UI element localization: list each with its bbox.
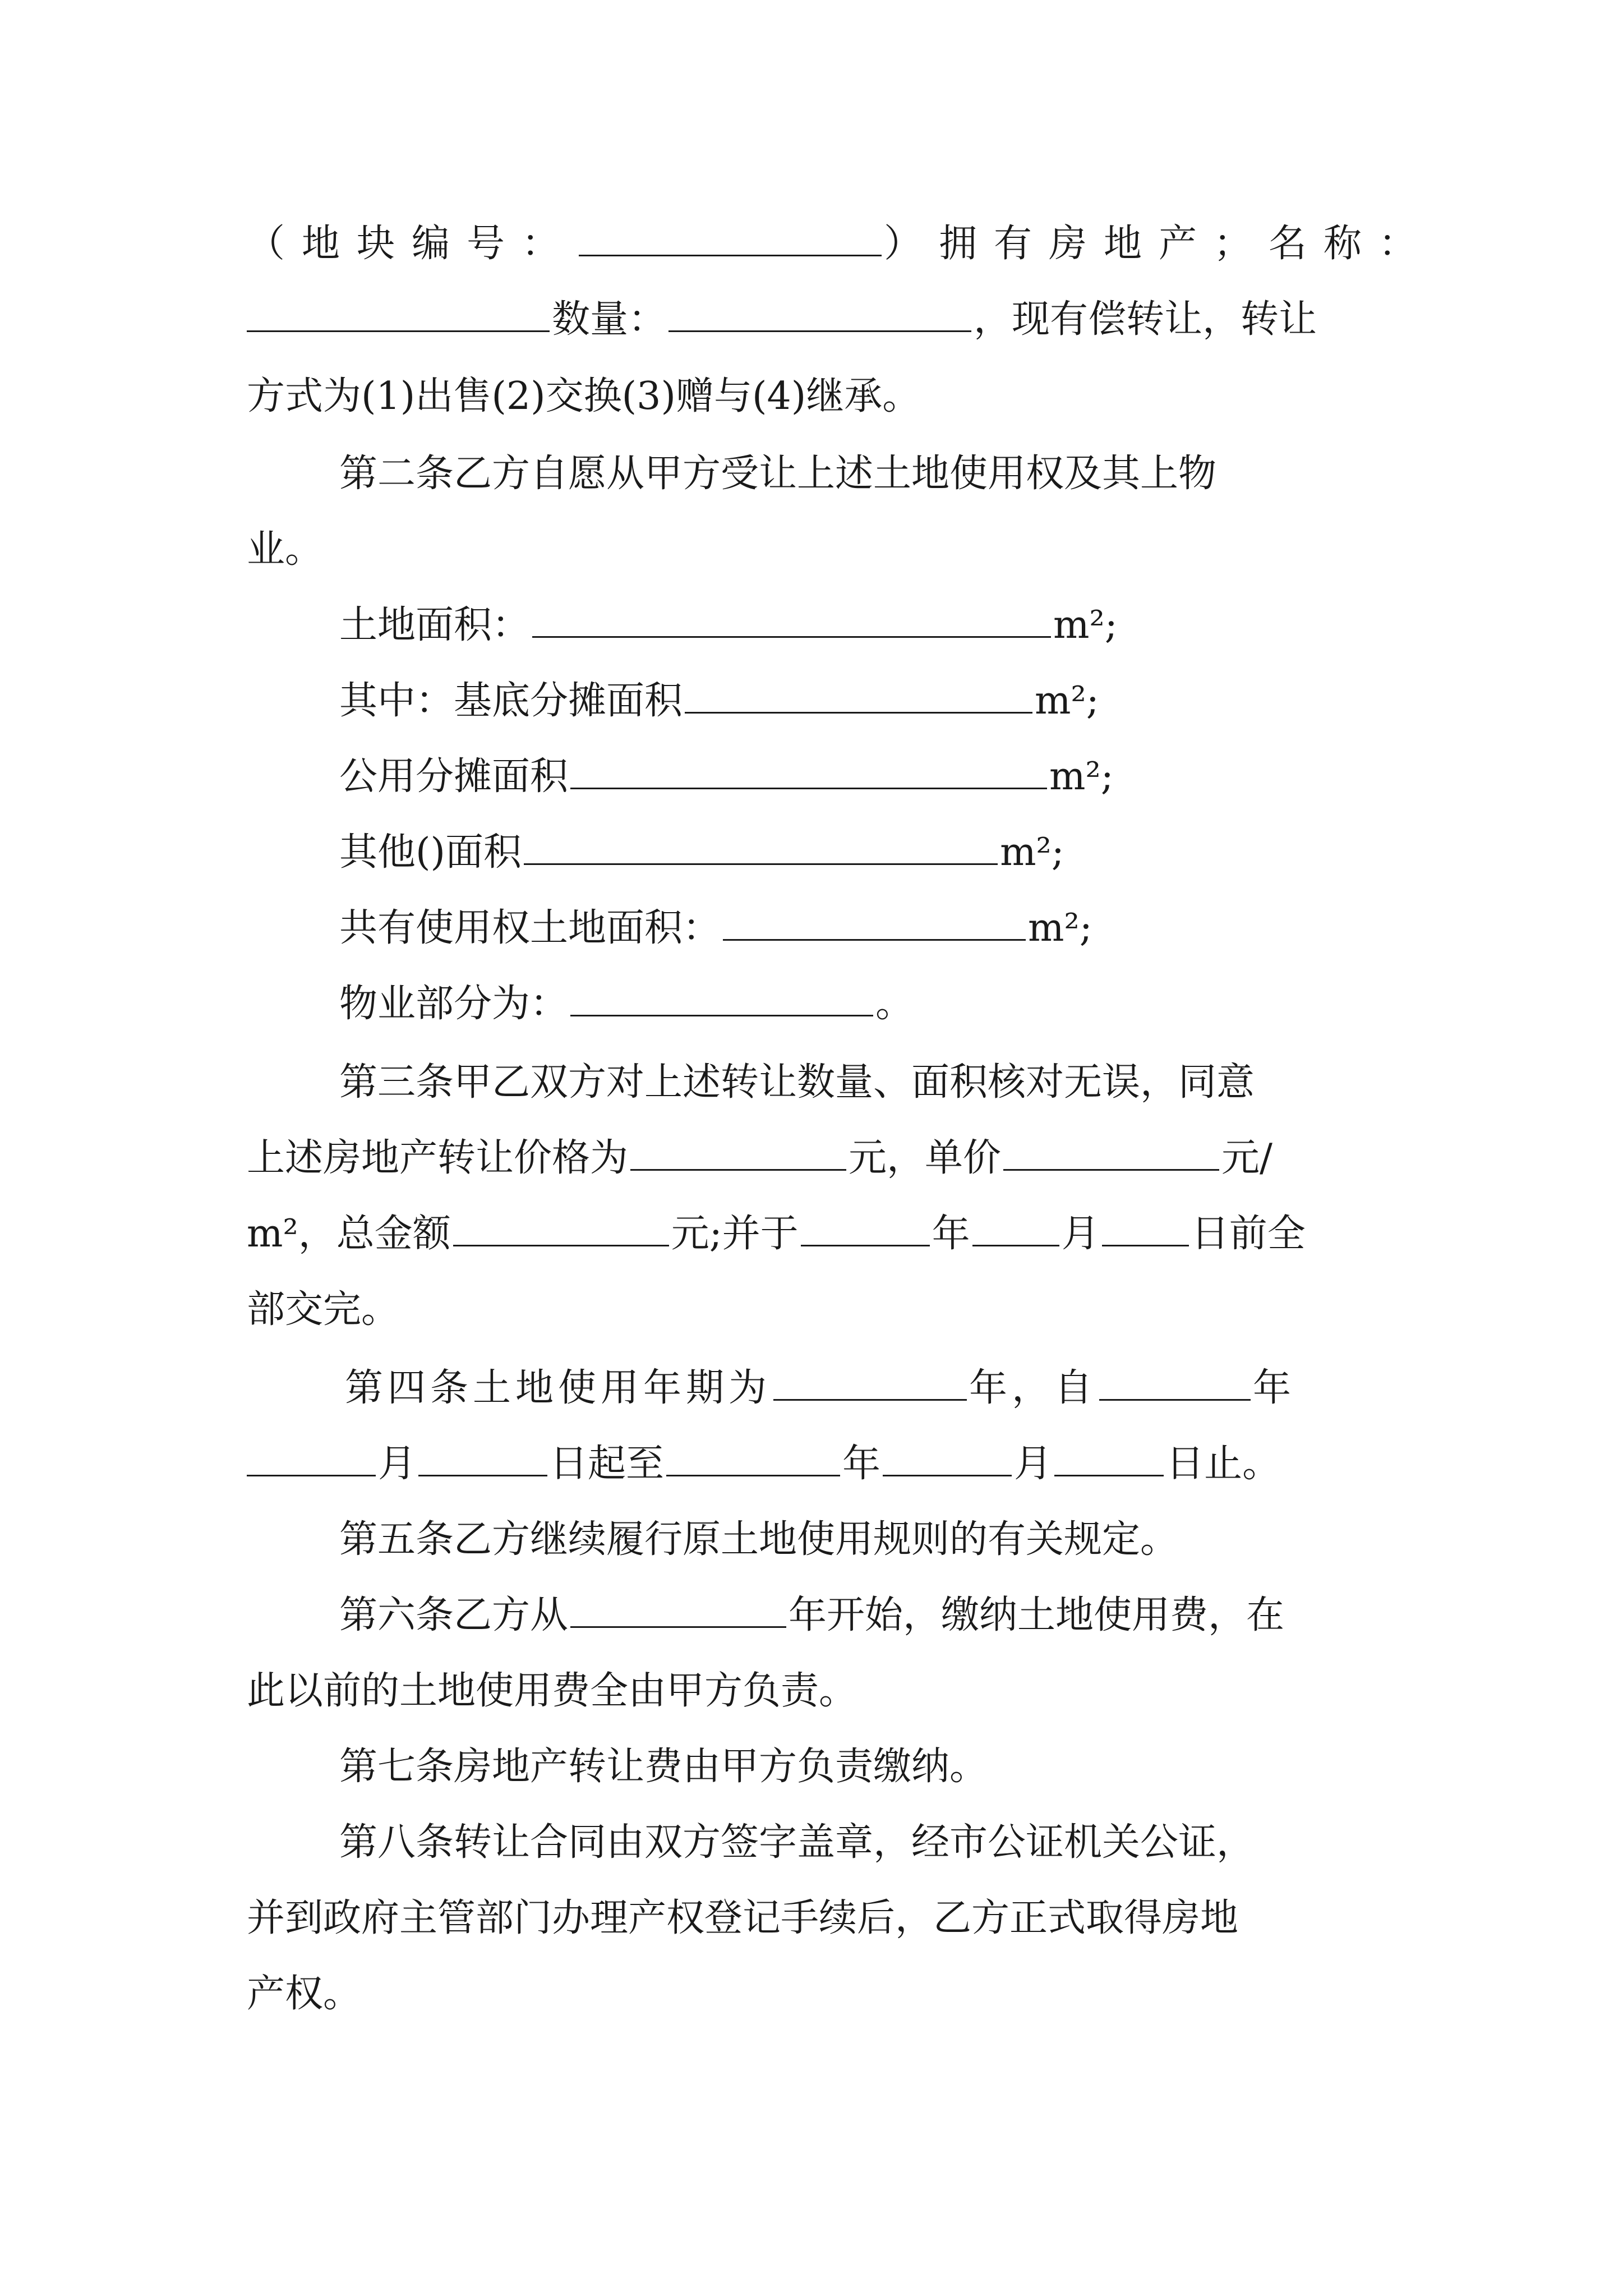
day-label: 日止。	[1166, 1442, 1281, 1486]
unit-price-blank	[1003, 1128, 1219, 1171]
unit-m2: m²;	[1049, 754, 1114, 799]
unit-m2: m²;	[1000, 830, 1064, 875]
to-day-blank	[1054, 1433, 1164, 1476]
clause8-line3: 产权。	[247, 1972, 362, 2016]
clause6-line2: 此以前的土地使用费全由甲方负责。	[247, 1669, 857, 1713]
base-area-blank	[685, 670, 1032, 714]
from-day-blank	[418, 1433, 547, 1476]
transfer-methods: 方式为(1)出售(2)交换(3)赠与(4)继承。	[247, 374, 921, 418]
day-label: 日前全	[1191, 1212, 1306, 1256]
land-area-label: 土地面积：	[339, 603, 531, 647]
unit-m2: m²;	[1053, 603, 1118, 647]
fee-start-label: 第六条乙方从	[339, 1593, 569, 1637]
to-month-blank	[883, 1433, 1012, 1476]
fee-start-text: 年开始，缴纳土地使用费，在	[789, 1593, 1285, 1637]
clause1-line1	[247, 213, 1433, 275]
unit-price-label: 元，单价	[849, 1136, 1002, 1180]
base-area-label: 其中：基底分摊面积	[339, 679, 683, 723]
clause5: 第五条乙方继续履行原土地使用规则的有关规定。	[339, 1517, 1179, 1562]
total-label: m²，总金额	[247, 1212, 451, 1256]
clause4-line2	[247, 1433, 1280, 1495]
total-blank	[453, 1203, 669, 1246]
base-area-line	[339, 670, 1099, 732]
property-name-label: ）拥有房地产；名称：	[884, 222, 1434, 266]
year-label: 年	[842, 1442, 881, 1486]
pay-day-blank	[1102, 1203, 1189, 1246]
unit-m2: m²;	[1028, 906, 1092, 950]
month-label: 月	[1014, 1442, 1053, 1486]
clause3-line4: 部交完。	[247, 1287, 400, 1332]
month-label: 月	[1061, 1212, 1100, 1256]
pay-month-blank	[972, 1203, 1059, 1246]
price-label: 上述房地产转让价格为	[247, 1136, 629, 1180]
land-area-blank	[532, 595, 1051, 638]
other-area-line	[339, 822, 1064, 884]
clause7: 第七条房地产转让费由甲方负责缴纳。	[339, 1745, 988, 1789]
price-blank	[630, 1128, 846, 1171]
clause8-line2: 并到政府主管部门办理产权登记手续后，乙方正式取得房地	[247, 1896, 1239, 1940]
period-mark: 。	[875, 982, 914, 1026]
shared-area-line	[339, 898, 1092, 959]
until-label: 日起至	[550, 1442, 665, 1486]
month-label: 月	[378, 1442, 417, 1486]
unit-m2: m²;	[1035, 679, 1099, 723]
public-area-line	[339, 746, 1114, 808]
clause1-line2	[247, 289, 1317, 351]
property-part-blank	[570, 973, 873, 1016]
clause8-line1: 第八条转让合同由双方签字盖章，经市公证机关公证，	[339, 1820, 1255, 1865]
from-year-blank	[1099, 1358, 1251, 1401]
clause2-line1: 第二条乙方自愿从甲方受让上述土地使用权及其上物	[339, 452, 1217, 496]
property-name-blank	[247, 289, 550, 332]
unit-price-unit: 元/	[1221, 1136, 1272, 1180]
transfer-text: ，现有偿转让，转让	[974, 297, 1317, 342]
other-area-label: 其他()面积	[339, 830, 522, 875]
fee-start-year-blank	[570, 1585, 786, 1628]
pay-year-blank	[801, 1203, 930, 1246]
clause3-line2	[247, 1128, 1272, 1189]
public-area-blank	[570, 746, 1047, 789]
property-part-label: 物业部分为：	[339, 982, 569, 1026]
clause3-line3	[247, 1203, 1306, 1265]
term-label: 第四条土地使用年期为	[345, 1366, 772, 1410]
parcel-number-blank	[579, 213, 882, 256]
term-blank	[773, 1358, 967, 1401]
from-month-blank	[247, 1433, 376, 1476]
land-area-line	[339, 595, 1118, 656]
shared-area-blank	[723, 898, 1026, 941]
from-label: 年，自	[969, 1366, 1098, 1410]
shared-area-label: 共有使用权土地面积：	[339, 906, 721, 950]
year-label: 年	[932, 1212, 970, 1256]
clause2-line2: 业。	[247, 527, 324, 572]
total-unit: 元;并于	[671, 1212, 799, 1256]
quantity-blank	[668, 289, 971, 332]
clause3-line1: 第三条甲乙双方对上述转让数量、面积核对无误，同意	[339, 1060, 1255, 1105]
property-part-line	[339, 973, 914, 1035]
parcel-number-label: （地块编号：	[247, 222, 577, 266]
to-year-blank	[666, 1433, 840, 1476]
public-area-label: 公用分摊面积	[339, 754, 569, 799]
quantity-label: 数量：	[552, 297, 667, 342]
clause4-line1	[345, 1358, 1295, 1419]
other-area-blank	[524, 822, 998, 865]
clause6-line1	[339, 1585, 1284, 1646]
year-label: 年	[1253, 1366, 1296, 1410]
